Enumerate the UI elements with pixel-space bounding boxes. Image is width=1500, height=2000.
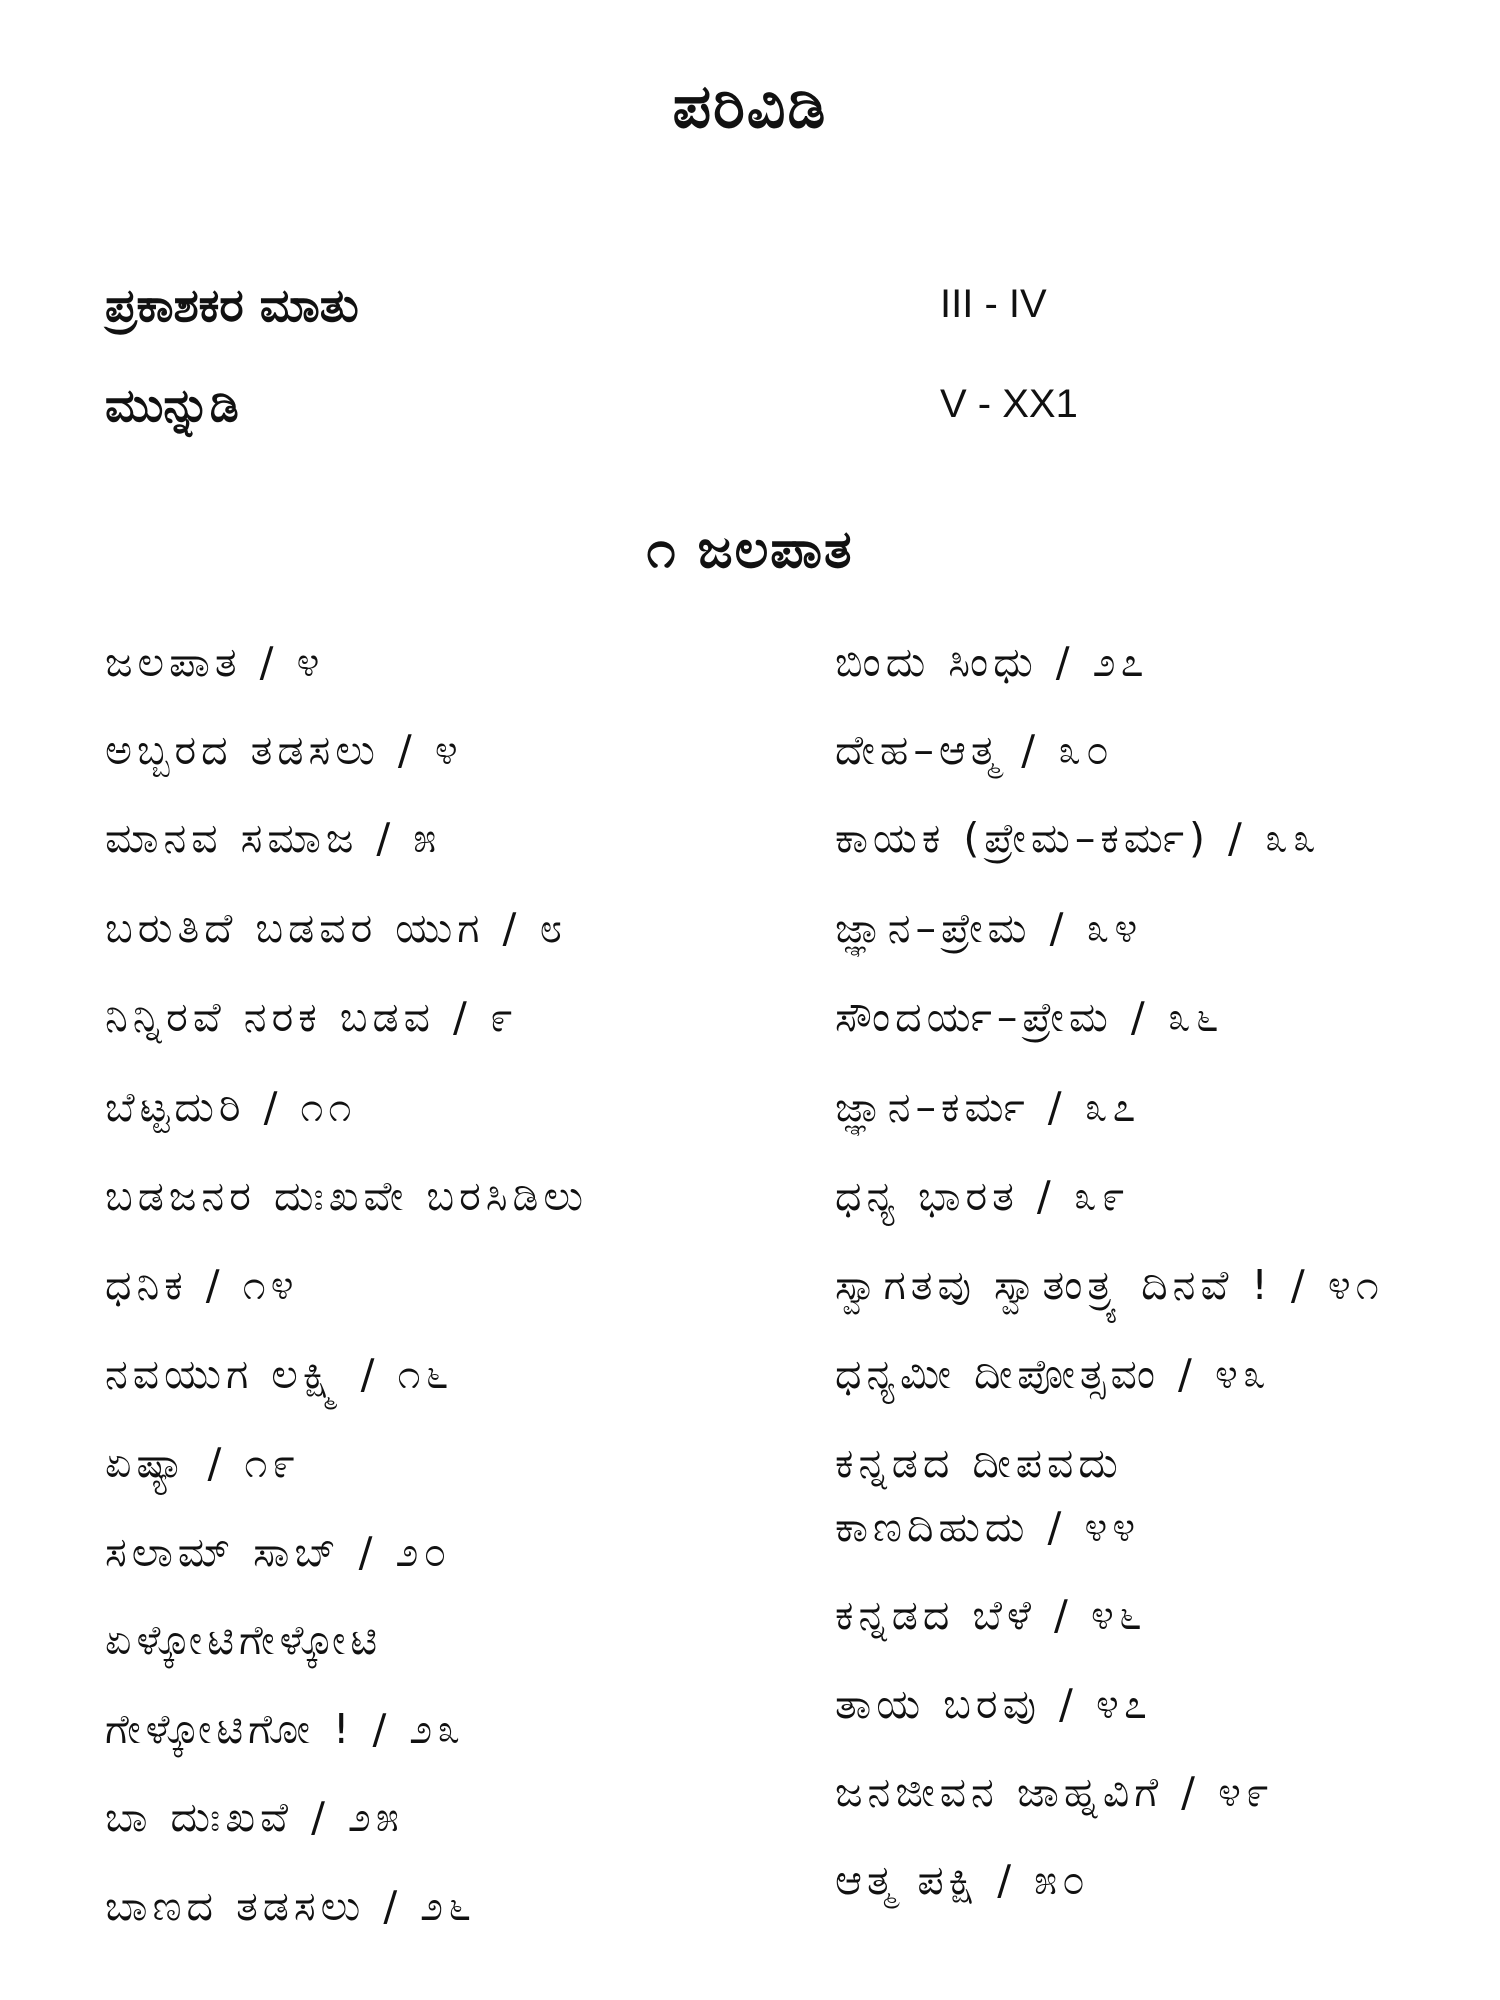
toc-entry: ಮಾನವ ಸಮಾಜ / ೫ xyxy=(105,814,442,862)
toc-entry: ಕಾಣದಿಹುದು / ೪೪ xyxy=(835,1503,1141,1551)
section-heading: ೧ ಜಲಪಾತ xyxy=(646,520,854,580)
toc-entry: ಬಾಣದ ತಡಸಲು / ೨೬ xyxy=(105,1882,477,1930)
toc-entry: ತಾಯ ಬರವು / ೪೭ xyxy=(835,1680,1152,1728)
toc-entry: ಸ್ವಾಗತವು ಸ್ವಾತಂತ್ರ್ಯ ದಿನವೆ ! / ೪೧ xyxy=(835,1261,1384,1309)
toc-entry: ಕನ್ನಡದ ದೀಪವದು xyxy=(835,1439,1123,1487)
toc-entry: ಧನ್ಯಮೀ ದೀಪೋತ್ಸವಂ / ೪೩ xyxy=(835,1350,1271,1398)
front-matter-row xyxy=(105,278,1405,348)
front-matter-pages: V - XX1 xyxy=(940,382,1078,426)
toc-entry: ಸಲಾಮ್ ಸಾಬ್ / ೨೦ xyxy=(105,1528,452,1576)
front-matter-row xyxy=(105,378,1405,448)
toc-entry: ಜ್ಞಾನ–ಕರ್ಮ / ೩೭ xyxy=(835,1083,1141,1131)
toc-entry: ಏಷ್ಯಾ / ೧೯ xyxy=(105,1439,301,1487)
toc-entry: ಬಾ ದುಃಖವೆ / ೨೫ xyxy=(105,1793,404,1841)
toc-entry: ಜ್ಞಾನ–ಪ್ರೇಮ / ೩೪ xyxy=(835,904,1143,952)
toc-entry: ಆತ್ಮ ಪಕ್ಷಿ / ೫೦ xyxy=(835,1856,1091,1904)
toc-entry: ನವಯುಗ ಲಕ್ಷ್ಮಿ / ೧೬ xyxy=(105,1350,454,1398)
front-matter-label: ಮುನ್ನುಡಿ xyxy=(105,378,239,432)
toc-entry: ಬೆಟ್ಟದುರಿ / ೧೧ xyxy=(105,1083,357,1131)
toc-entry: ಕನ್ನಡದ ಬೆಳೆ / ೪೬ xyxy=(835,1591,1147,1639)
front-matter-pages: III - IV xyxy=(940,282,1047,326)
toc-entry: ಅಬ್ಬರದ ತಡಸಲು / ೪ xyxy=(105,726,463,774)
toc-entry: ದೇಹ–ಆತ್ಮ / ೩೦ xyxy=(835,726,1115,774)
toc-entry: ಸೌಂದರ್ಯ–ಪ್ರೇಮ / ೩೬ xyxy=(835,993,1224,1041)
toc-entry: ಗೇಳ್ಕೋಟಿಗೋ ! / ೨೩ xyxy=(105,1705,466,1753)
toc-entry: ಕಾಯಕ (ಪ್ರೇಮ–ಕರ್ಮ) / ೩೩ xyxy=(835,814,1321,862)
toc-entry: ಏಳ್ಕೋಟಿಗೇಳ್ಕೋಟಿ xyxy=(105,1616,383,1664)
toc-entry: ಬಿಂದು ಸಿಂಧು / ೨೭ xyxy=(835,638,1149,686)
page-title: ಪರಿವಿಡಿ xyxy=(672,72,828,142)
toc-entry: ನಿನ್ನಿರವೆ ನರಕ ಬಡವ / ೯ xyxy=(105,993,518,1041)
toc-entry: ಜನಜೀವನ ಜಾಹ್ನವಿಗೆ / ೪೯ xyxy=(835,1768,1274,1816)
toc-entry: ಜಲಪಾತ / ೪ xyxy=(105,638,325,686)
toc-entry: ಬಡಜನರ ದುಃಖವೇ ಬರಸಿಡಿಲು xyxy=(105,1172,588,1220)
toc-entry: ಧನ್ಯ ಭಾರತ / ೩೯ xyxy=(835,1172,1130,1220)
toc-entry: ಧನಿಕ / ೧೪ xyxy=(105,1261,299,1309)
front-matter-label: ಪ್ರಕಾಶಕರ ಮಾತು xyxy=(105,278,359,332)
toc-entry: ಬರುತಿದೆ ಬಡವರ ಯುಗ / ೮ xyxy=(105,904,568,952)
